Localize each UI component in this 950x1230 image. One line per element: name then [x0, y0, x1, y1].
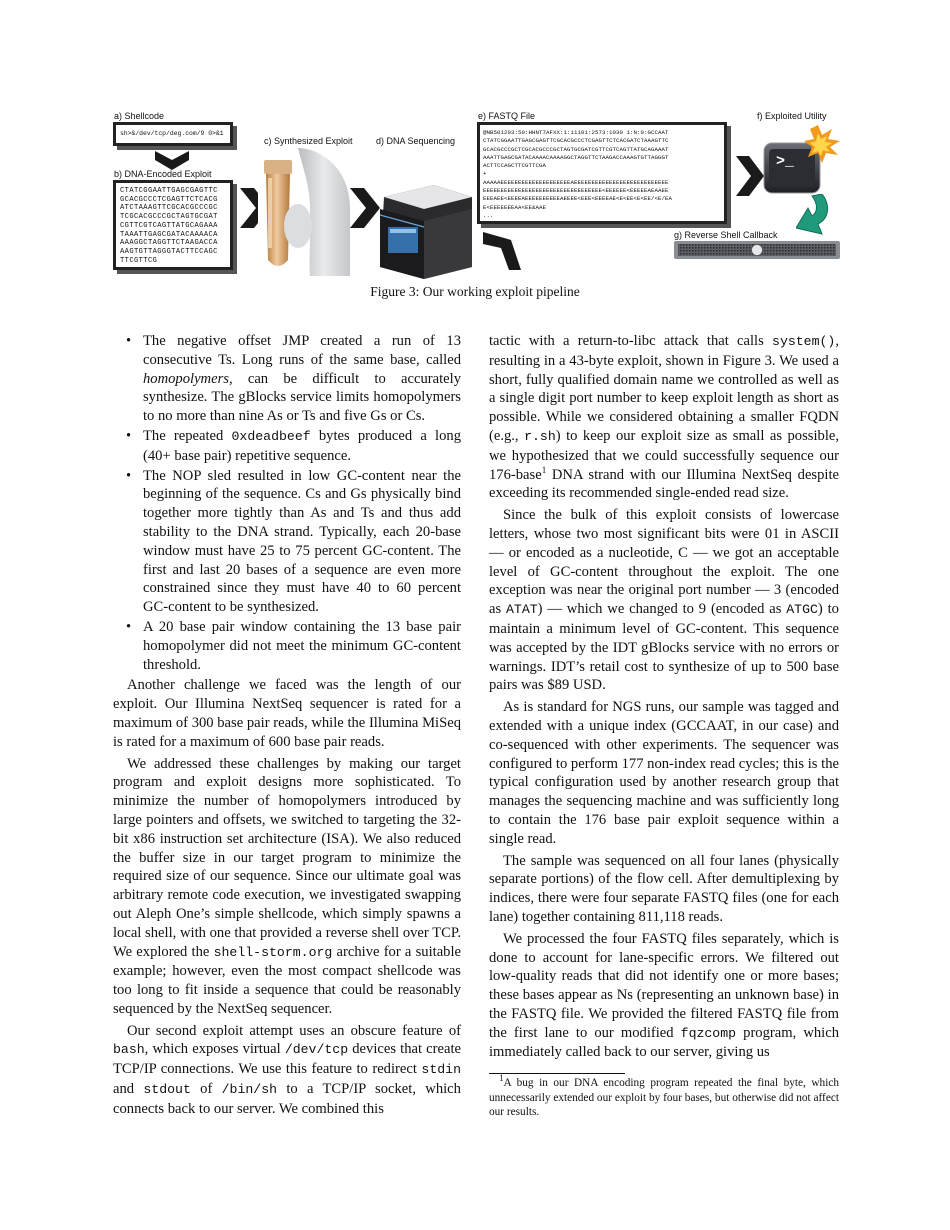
fastq-text: @NB501203:50:HHNT7AFXX:1:11101:2573:1030 1:N:0:GCCAAT CTATCGGAATTGAGCGAGTTCGCACGCCCTCGAGTTCTCACGATCTAAAGTTC GCACGCCCGCTCGCACGCCCGCTAGTGCGATCGTTCGTCAGTTATGCAGAAAT AAATTGAGCGATACAAAACAAAAGGCTAGGTTCTAAGACCAAAGTGTTAGGGT ACTTCCAGCTTCGTTCGA + AAAAAEEEEEEEEEEEEEEEEEEEEAEEEEEEEEEEEEEEEEEEEEEEEEEEE EEEEEEEEEEEEEEEEEEEEEEEEEEEEEEEEEE<EEEEEE<EEEEEAEAAEE EEEAEE<EEEEAEEEEEEEEEEAEEEE<EEE<EEEEAE<E<EE<E<EE/<E/EA E<EEEEEEEAA<EE&AAE ... [483, 129, 673, 219]
shellcode-text: sh>&/dev/tcp/deg.com/9 0>&1 [120, 130, 224, 137]
paragraph: Our second exploit attempt uses an obscure feature of bash, which exposes virtual /dev/tcp devices that create TCP/IP connections. We use this feature to redirect stdin and stdout of /bin/sh to a TCP/IP socket, which connects back to our server. We combined this [113, 1022, 461, 1117]
panel-label-shellcode: a) Shellcode [114, 111, 165, 121]
panel-label-dna-encoded: b) DNA-Encoded Exploit [114, 169, 212, 179]
footnote [489, 1073, 839, 1120]
panel-label-dna-sequencing: d) DNA Sequencing [376, 136, 456, 146]
callback-arrow-icon [796, 194, 840, 240]
footnote-marker: 1 [499, 1073, 504, 1084]
terminal-icon [760, 125, 840, 197]
list-item: • A 20 base pair window containing the 13 base pair homopolymer did not meet the minimum GC-content threshold. [113, 618, 461, 674]
terminal-prompt: >_ [776, 153, 795, 170]
dna-sequence-text: CTATCGGAATTGAGCGAGTTC GCACGCCCTCGAGTTCTCACG ATCTAAAGTTCGCACGCCCGC TCGCACGCCCGCTAGTGCGAT CGTTCGTCAGTTATGCAGAAA TAAATTGAGCGATACAAAACA AAAGGCTAGGTTCTAAGACCA AAGTGTTAGGGTACTTCCAGC TTCGTTCG [120, 187, 218, 265]
figure-exploit-pipeline [0, 0, 950, 310]
right-column [489, 332, 839, 1062]
figure-caption: Figure 3: Our working exploit pipeline [370, 284, 580, 299]
paragraph: We processed the four FASTQ files separately, which is done to account for lane-specific errors. We filtered out low-quality reads that did not identify one or more bases; these bases appear as Ns (representing an unknown base) in the FASTQ file. We provided the filtered FASTQ file from the first lane to our modified fqzcomp program, which immediately called back to our server, giving us [489, 930, 839, 1061]
challenge-list [113, 332, 461, 674]
paragraph: Since the bulk of this exploit consists of lowercase letters, whose two most significant bits were 01 in ASCII — or encoded as a nucleotide, C — we got an acceptable level of GC-content throughout the exploit. The one exception was near the original port number — 3 (encoded as ATAT) — which we changed to 9 (encoded as ATGC) to maintain a minimum level of GC-content. This sequence was accepted by the IDT gBlocks service with no errors or warnings. IDT’s retail cost to synthesize of up to 500 base pairs was $89 USD. [489, 507, 839, 694]
footnote-divider [489, 1073, 625, 1074]
paragraph: The sample was sequenced on all four lanes (physically separate portions) of the flow cell. After demultiplexing by indices, there were four separate FASTQ files (one for each lane) together containing 811,118 reads. [489, 852, 839, 925]
paragraph: tactic with a return-to-libc attack that calls system(), resulting in a 43-byte exploit, shown in Figure 3. We used a short, fully qualified domain name we controlled as well as a single digit port number to keep exploit length as short as possible. While we considered obtaining a smaller FQDN (e.g., r.sh) to keep our exploit size as small as possible, we hypothesized that we could successfully sequence our 176-base$^1$ DNA strand with our Illumina NextSeq despite exceeding its recommended single-ended read size. [489, 333, 839, 502]
dna-sequence-box [113, 180, 233, 270]
panel-label-exploited-utility: f) Exploited Utility [757, 111, 827, 121]
shellcode-box [113, 122, 233, 146]
paragraph: As is standard for NGS runs, our sample was tagged and extended with a unique index (GCCAAT, in our case) and co-sequenced with other experiments. The sequencer was configured to perform 177 non-index read cycles; this is the typical configuration used by another research group that manages the sequencing machine and was sufficiently long to contain the 176 base pair exploit sequence within a single read. [489, 699, 839, 847]
list-item: • The repeated 0xdeadbeef bytes produced a long (40+ base pair) repetitive sequence. [113, 427, 461, 466]
panel-label-fastq: e) FASTQ File [478, 111, 536, 121]
panel-label-reverse-shell: g) Reverse Shell Callback [674, 230, 778, 240]
fastq-file-box [477, 122, 727, 224]
paragraph: Another challenge we faced was the length of our exploit. Our Illumina NextSeq sequencer is rated for a maximum of 300 base pair reads, while the Illumina MiSeq is rated for a maximum of 600 base pair reads. [113, 677, 461, 750]
list-item: • The negative offset JMP created a run of 13 consecutive Ts. Long runs of the same base, called homopolymers, can be difficult to accurately synthesize. The gBlocks service limits homopolymers to no more than nine As or Ts and five Gs or Cs. [113, 332, 461, 426]
sequencer-machine-image [376, 175, 476, 279]
panel-label-synthesized: c) Synthesized Exploit [264, 136, 353, 146]
paragraph: We addressed these challenges by making our target program and exploit designs more sophisticated. To minimize the number of homopolymers introduced by large pointers and offsets, we switched to targeting the 32-bit x86 instruction set architecture (ISA). We also reduced the buffer size in our target program to minimize the required size of our sequence. Since our ultimate goal was arbitrary remote code execution, we investigated swapping out Aleph One’s simple shellcode, which simply spawns a local shell, with one that provided a reverse shell over TCP. We explored the shell-storm.org archive for a suitable example; however, even the most compact shellcode was too long to fit inside a sequence that could be reasonably sequenced by the NextSeq sequencer. [113, 755, 461, 1017]
server-rack-image [674, 241, 840, 259]
footnote-text: A bug in our DNA encoding program repeated the final byte, which unnecessarily extended our exploit by four bases, but otherwise did not affect our results. [489, 1077, 839, 1119]
chevron-down-icon [155, 151, 189, 171]
synthesized-tube-image [258, 148, 350, 276]
left-column [113, 332, 461, 1119]
list-item: • The NOP sled resulted in low GC-content near the beginning of the sequence. Cs and Gs physically bind together more tightly than As and Ts and thus add stability to the DNA strand. Typically, each 20-base window must have 25 to 75 percent GC-content. The first and last 20 bases of a sequence are even more constrained since they must have 40 to 60 percent GC-content to be synthesized. [113, 467, 461, 617]
bent-arrow-icon [483, 232, 521, 272]
